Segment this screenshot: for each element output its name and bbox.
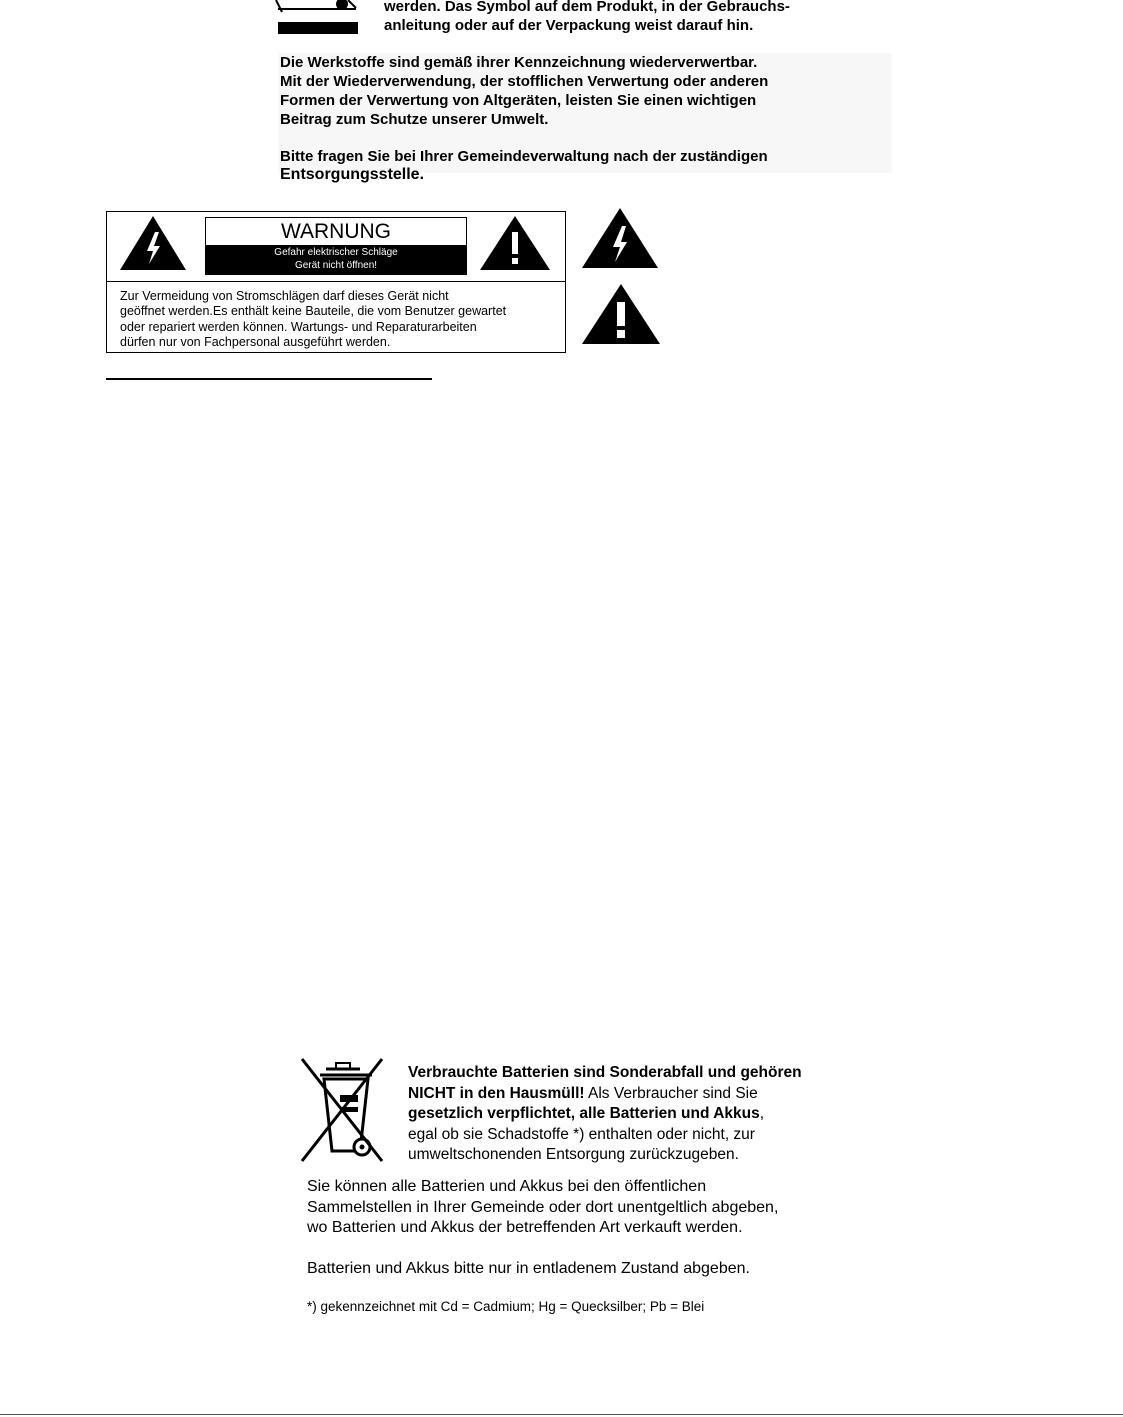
battery-footnote: *) gekennzeichnet mit Cd = Cadmium; Hg = Quecksilber; Pb = Blei [307, 1299, 705, 1314]
battery-notice-line [408, 1104, 764, 1124]
exclamation-warning-icon [478, 214, 552, 272]
recycling-paragraph-line: Beitrag zum Schutze unserer Umwelt. [280, 111, 549, 128]
warning-divider [106, 281, 566, 282]
warning-text-line: oder repariert werden können. Wartungs- und Reparaturarbeiten [120, 320, 477, 334]
battery-notice-line: Verbrauchte Batterien sind Sonderabfall und gehören [408, 1064, 802, 1081]
battery-notice-rest: , [759, 1105, 765, 1122]
recycling-paragraph-line: Die Werkstoffe sind gemäß ihrer Kennzeichnung wiederverwertbar. [280, 54, 758, 71]
intro-line-1: werden. Das Symbol auf dem Produkt, in der Gebrauchs- [384, 0, 790, 15]
disposal-paragraph-line: Bitte fragen Sie bei Ihrer Gemeindeverwaltung nach der zuständigen [280, 148, 768, 165]
recycling-paragraph-line: Mit der Wiederverwendung, der stofflichen Verwertung oder anderen [280, 73, 769, 90]
warning-text-line: dürfen nur von Fachpersonal ausgeführt werden. [120, 335, 391, 349]
electric-shock-warning-icon [580, 206, 660, 270]
horizontal-rule [106, 378, 432, 380]
battery-notice-line [408, 1084, 758, 1104]
recycling-paragraph-line: Formen der Verwertung von Altgeräten, leisten Sie einen wichtigen [280, 92, 757, 109]
warning-label [205, 217, 467, 275]
electric-shock-warning-icon [118, 214, 188, 272]
battery-collection-line: wo Batterien und Akkus der betreffenden Art verkauft werden. [307, 1219, 743, 1236]
warning-text-line: geöffnet werden.Es enthält keine Bauteile, die vom Benutzer gewartet [120, 304, 507, 318]
exclamation-warning-icon [580, 282, 662, 346]
battery-discharge-note: Batterien und Akkus bitte nur in entladenem Zustand abgeben. [307, 1260, 750, 1277]
warning-text-line: Zur Vermeidung von Stromschlägen darf dieses Gerät nicht [120, 289, 449, 303]
crossed-out-bin-icon [298, 1055, 388, 1165]
battery-notice-line: egal ob sie Schadstoffe *) enthalten oder nicht, zur [408, 1126, 755, 1143]
intro-line-2: anleitung oder auf der Verpackung weist darauf hin. [384, 17, 754, 34]
battery-notice-line: umweltschonenden Entsorgung zurückzugeben. [408, 1146, 739, 1163]
battery-collection-line: Sie können alle Batterien und Akkus bei den öffentlichen [307, 1178, 707, 1195]
warning-subtitle-2: Gerät nicht öffnen! [294, 260, 378, 271]
battery-notice-rest: Als Verbraucher sind Sie [584, 1085, 758, 1102]
disposal-paragraph-line: Entsorgungsstelle. [280, 166, 425, 183]
battery-notice-bold: NICHT in den Hausmüll! [408, 1085, 585, 1102]
warning-subtitle-1: Gefahr elektrischer Schläge [274, 247, 398, 258]
battery-collection-line: Sammelstellen in Ihrer Gemeinde oder dort unentgeltlich abgeben, [307, 1199, 779, 1216]
crossed-out-bin-icon-partial [268, 0, 368, 40]
battery-notice-bold: gesetzlich verpflichtet, alle Batterien und Akkus [408, 1105, 760, 1122]
warning-subtitle-bar [206, 245, 466, 274]
page-bottom-edge [0, 1414, 1123, 1415]
warning-title: WARNUNG [280, 220, 392, 243]
